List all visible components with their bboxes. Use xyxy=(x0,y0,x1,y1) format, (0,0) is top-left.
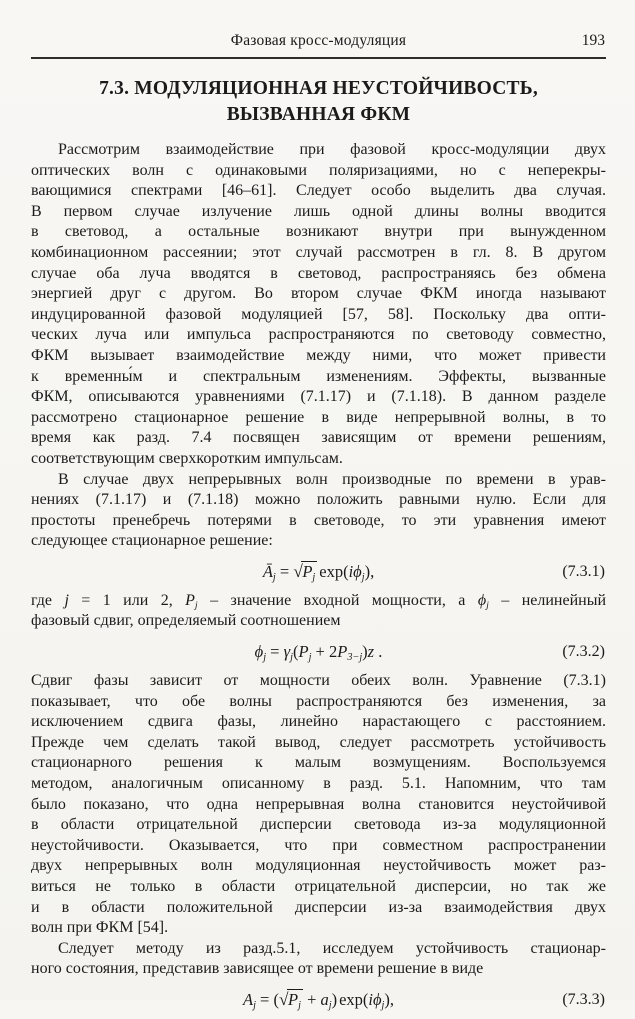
text-line: ческих луча или импульса распространяются по световоду совместно, xyxy=(31,326,606,344)
paragraph-3 xyxy=(31,591,606,632)
math-var: P xyxy=(302,561,313,581)
math-var: P xyxy=(288,989,299,1009)
text-line: В первом случае излучение лишь одной длины волны вводится xyxy=(31,202,606,220)
body-text xyxy=(31,140,606,1013)
math-subscript: j xyxy=(328,999,332,1011)
text-line: следующее стационарное решение: xyxy=(31,532,273,550)
text-line: и в области положительной дисперсии из-за взаимодействия двух xyxy=(31,898,606,916)
math-subscript: j xyxy=(381,999,385,1011)
paragraph-4 xyxy=(31,671,606,939)
text-line: виться не только в области отрицательной дисперсии, но так же xyxy=(31,878,606,895)
math-bracket: ( xyxy=(292,642,299,662)
math-var: a xyxy=(320,989,329,1009)
math-var: Ā xyxy=(262,561,273,581)
math-subscript: j xyxy=(253,999,256,1011)
text-line: стационарного решения к малым возмущениям. Воспользуемся xyxy=(31,754,606,772)
math-subscript: j xyxy=(290,651,293,663)
text-line: фазовый сдвиг, определяемый соотношением xyxy=(31,612,341,630)
text-line: ФКМ вызывает взаимодействие между ними, что может привести xyxy=(31,346,606,364)
text-line: Сдвиг фазы зависит от мощности обеих волн. Уравнение (7.3.1) xyxy=(31,672,606,690)
math-punctuation: , xyxy=(370,561,375,581)
sqrt-icon: √ xyxy=(278,989,289,1009)
math-var: A xyxy=(242,989,254,1009)
equation-number: (7.3.3) xyxy=(562,990,605,1008)
text-line: время как разд. 7.4 посвящен зависящим от времени решениям, xyxy=(31,429,606,447)
equation-content xyxy=(255,642,383,661)
text-line: вающимися спектрами [46–61]. Следует особо выделить два случая. xyxy=(31,182,606,200)
text-line: В случае двух непрерывных волн производные по времени в урав- xyxy=(58,470,606,488)
text-line: соответствующим сверхкоротким импульсам. xyxy=(31,449,343,467)
math-var: iϕ xyxy=(368,989,382,1009)
text-line: волн при ФКМ [54]. xyxy=(31,919,169,937)
text-line: в световод, а остальные возникают внутри при вынужденном xyxy=(31,223,606,241)
text-line: методом, аналогичным описанному в разд. 5.1. Напомним, что там xyxy=(31,775,606,793)
section-title xyxy=(31,76,606,128)
math-function: exp xyxy=(319,561,344,581)
math-var: z xyxy=(367,642,375,662)
math-subscript: j xyxy=(272,571,276,583)
text-line: случае оба луча вводятся в световод, распространяясь без обмена xyxy=(31,264,606,282)
section-title-line-2: ВЫЗВАННАЯ ФКМ xyxy=(226,104,411,125)
math-var: iϕ xyxy=(348,561,362,581)
paragraph-2 xyxy=(31,470,606,552)
math-punctuation: . xyxy=(374,642,383,662)
math-function: exp xyxy=(339,989,363,1009)
text-line: нениях (7.1.17) и (7.1.18) можно положить равными нулю. Если для xyxy=(31,491,606,509)
math-operator: = xyxy=(255,989,274,1009)
math-subscript: j xyxy=(298,999,301,1011)
page-number: 193 xyxy=(581,32,605,49)
radicand xyxy=(301,561,317,581)
math-bracket: ) xyxy=(364,561,371,581)
math-var: ϕ xyxy=(477,591,487,609)
paragraph-1 xyxy=(31,140,606,470)
text-line: Следует методу из разд.5.1, исследуем устойчивость стационар- xyxy=(58,939,606,957)
text-line: комбинационном рассеянии; этот случай рассмотрен в гл. 8. В другом xyxy=(31,243,606,261)
math-bracket: ) xyxy=(362,642,368,662)
text-line: было показано, что одна непрерывная волна становится неустойчивой xyxy=(31,795,606,813)
text-line: простоты пренебречь потерями в световоде, то эти уравнения имеют xyxy=(31,511,606,529)
math-bracket: ( xyxy=(362,989,369,1009)
text-run: – значение входной мощности, а xyxy=(197,591,478,609)
math-var: P xyxy=(298,642,309,662)
equation-content xyxy=(263,562,374,581)
running-title: Фазовая кросс-модуляция xyxy=(230,32,407,49)
math-var: γ xyxy=(283,642,291,662)
math-operator: = xyxy=(275,561,294,581)
math-var: P xyxy=(337,642,348,662)
math-subscript: j xyxy=(308,651,312,663)
text-run: = 1 или 2, xyxy=(68,591,186,609)
paragraph-5 xyxy=(31,939,606,980)
math-bracket: ) xyxy=(384,989,390,1009)
math-subscript: 3−j xyxy=(347,651,363,663)
text-line: в области отрицательной дисперсии световода из-за модуляционной xyxy=(31,816,606,834)
text-line: показывает, что обе волны распространяются без изменения, за xyxy=(31,692,606,710)
text-line: исключением сдвига фазы, линейно нарастающего с расстоянием. xyxy=(31,713,606,731)
text-line: ФКМ, описываются уравнениями (7.1.17) и (7.1.18). В данном разделе xyxy=(31,388,606,406)
text-line: неустойчивости. Оказывается, что при совместном распространении xyxy=(31,836,606,854)
text-line: к временны́м и спектральным изменениям. Эффекты, вызванные xyxy=(31,367,606,385)
math-bracket: ) xyxy=(331,989,338,1009)
text-line: энергией друг с другом. Во втором случае ФКМ иногда называют xyxy=(31,285,606,303)
math-var: P xyxy=(185,591,195,609)
text-line: индуцированной фазовой модуляцией [57, 58]. Поскольку два опти- xyxy=(31,305,606,323)
text-line: Прежде чем сделать такой вывод, следует рассмотреть устойчивость xyxy=(31,733,606,751)
equation-content xyxy=(243,990,394,1009)
math-var: j xyxy=(64,591,69,609)
radicand xyxy=(287,989,303,1009)
sqrt-icon: √ xyxy=(293,561,303,581)
math-bracket: ( xyxy=(273,989,279,1009)
text-line xyxy=(31,591,606,612)
equation-number: (7.3.2) xyxy=(562,643,605,661)
math-subscript: j xyxy=(263,651,267,663)
header-rule xyxy=(31,57,606,59)
text-run: где xyxy=(31,591,65,609)
math-subscript: j xyxy=(486,599,489,611)
math-var: ϕ xyxy=(254,642,264,662)
equation-7-3-1 xyxy=(31,559,606,585)
text-column xyxy=(31,0,606,1019)
text-line: ного состояния, представив зависящее от времени решение в виде xyxy=(31,960,484,978)
text-line: двух непрерывных волн модуляционная неустойчивость может раз- xyxy=(31,857,606,875)
equation-number: (7.3.1) xyxy=(562,562,605,580)
text-line: оптических волн с одинаковыми поляризациями, но с неперекры- xyxy=(31,161,606,179)
math-subscript: j xyxy=(312,571,316,583)
math-bracket: ( xyxy=(343,561,349,581)
section-title-line-1: 7.3. МОДУЛЯЦИОННАЯ НЕУСТОЙЧИВОСТЬ, xyxy=(99,78,538,99)
equation-7-3-2 xyxy=(31,639,606,665)
math-operator: + xyxy=(302,989,321,1009)
text-run: – нелинейный xyxy=(488,591,607,609)
running-head xyxy=(31,0,606,53)
math-punctuation: , xyxy=(389,989,395,1009)
math-operator: = xyxy=(266,642,284,662)
text-line: Рассмотрим взаимодействие при фазовой кросс-модуляции двух xyxy=(58,141,606,158)
math-operator: + 2 xyxy=(311,642,338,662)
text-line: рассмотрено стационарное решение в виде непрерывной волны, в то xyxy=(31,408,606,426)
math-subscript: j xyxy=(194,599,198,611)
math-subscript: j xyxy=(361,571,365,583)
